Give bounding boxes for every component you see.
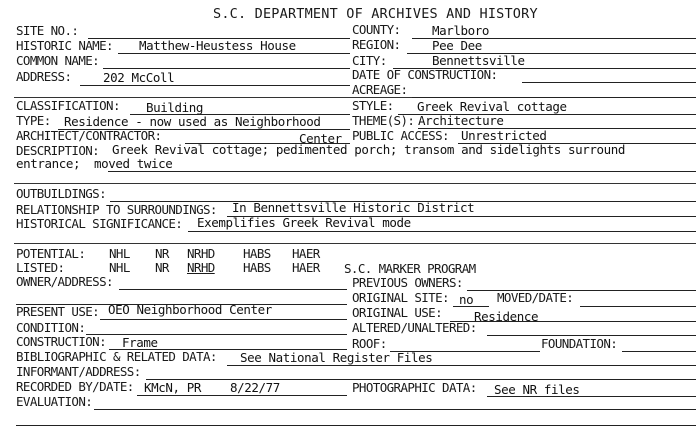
potential-habs: HABS xyxy=(243,246,271,261)
type-value: Residence - now used as Neighborhood xyxy=(64,114,321,129)
recorded-date: 8/22/77 xyxy=(230,380,280,395)
themes-label: THEME(S): xyxy=(352,113,415,128)
public-access-label: PUBLIC ACCESS: xyxy=(352,128,449,143)
classification-label: CLASSIFICATION: xyxy=(16,98,120,113)
roof-label: ROOF: xyxy=(352,336,387,351)
outbuildings-label: OUTBUILDINGS: xyxy=(16,186,107,201)
historic-name-label: HISTORIC NAME: xyxy=(16,38,113,53)
potential-nhl: NHL xyxy=(109,246,130,261)
significance-value: Exemplifies Greek Revival mode xyxy=(197,215,411,230)
address-value: 202 McColl xyxy=(103,70,175,85)
original-site-line xyxy=(453,306,489,307)
city-label: CITY: xyxy=(352,53,387,68)
bibliographic-line xyxy=(227,365,696,366)
common-name-label: COMMON NAME: xyxy=(16,53,100,68)
date-construction-label: DATE OF CONSTRUCTION: xyxy=(352,67,498,82)
county-value: Marlboro xyxy=(432,23,490,38)
moved-date-label: MOVED/DATE: xyxy=(497,290,574,305)
evaluation-line-2 xyxy=(16,425,696,426)
historic-name-line xyxy=(118,53,350,54)
common-name-line xyxy=(103,68,350,69)
architect-label: ARCHITECT/CONTRACTOR: xyxy=(16,128,162,143)
listed-haer: HAER xyxy=(292,260,320,275)
description-label: DESCRIPTION: xyxy=(16,143,100,158)
original-site-value: no xyxy=(459,292,474,307)
photographic-line xyxy=(487,396,696,397)
original-use-line xyxy=(450,321,696,322)
relationship-label: RELATIONSHIP TO SURROUNDINGS: xyxy=(16,202,217,217)
description-value-2: entrance; xyxy=(16,156,81,171)
condition-label: CONDITION: xyxy=(16,320,86,335)
address-label: ADDRESS: xyxy=(16,69,72,84)
potential-nrhd: NRHD xyxy=(187,246,215,261)
bibliographic-value: See National Register Files xyxy=(240,350,433,365)
type-label: TYPE: xyxy=(16,113,51,128)
county-label: COUNTY: xyxy=(352,22,401,37)
present-use-value: OEO Neighborhood Center xyxy=(108,302,272,317)
potential-nr: NR xyxy=(155,246,169,261)
owner-label: OWNER/ADDRESS: xyxy=(16,274,113,289)
style-value: Greek Revival cottage xyxy=(417,99,567,114)
public-access-value: Unrestricted xyxy=(461,128,547,143)
themes-value: Architecture xyxy=(418,113,504,128)
historic-name-value: Matthew-Heustess House xyxy=(139,38,296,53)
evaluation-line xyxy=(94,409,696,410)
altered-label: ALTERED/UNALTERED: xyxy=(352,320,477,335)
recorded-line xyxy=(137,395,347,396)
relationship-value: In Bennettsville Historic District xyxy=(232,200,475,215)
type-value-cont: Center xyxy=(299,131,342,146)
original-use-label: ORIGINAL USE: xyxy=(352,305,443,320)
recorded-by: KMcN, PR xyxy=(144,380,202,395)
region-label: REGION: xyxy=(352,37,401,52)
listed-nr: NR xyxy=(155,260,169,275)
section-rule xyxy=(14,183,696,184)
potential-haer: HAER xyxy=(292,246,320,261)
public-access-line xyxy=(458,143,696,144)
listed-nrhd: NRHD xyxy=(187,260,215,275)
present-use-line xyxy=(100,319,347,320)
section-rule xyxy=(14,243,696,244)
description-value-1: Greek Revival cottage; pedimented porch; transom and sidelights surround xyxy=(112,142,626,157)
address-line xyxy=(80,85,350,86)
listed-label: LISTED: xyxy=(16,260,65,275)
acreage-label: ACREAGE: xyxy=(352,82,408,97)
description-value-3: moved twice xyxy=(94,156,173,171)
potential-label: POTENTIAL: xyxy=(16,246,86,261)
listed-nhl: NHL xyxy=(109,260,130,275)
construction-value: Frame xyxy=(122,335,158,350)
evaluation-label: EVALUATION: xyxy=(16,394,93,409)
informant-label: INFORMANT/ADDRESS: xyxy=(16,364,141,379)
form-title: S.C. DEPARTMENT OF ARCHIVES AND HISTORY xyxy=(213,6,538,22)
owner-line xyxy=(119,289,347,290)
listed-habs: HABS xyxy=(243,260,271,275)
city-value: Bennettsville xyxy=(432,53,525,68)
photographic-value: See NR files xyxy=(494,382,580,397)
acreage-line xyxy=(412,97,696,98)
bibliographic-label: BIBLIOGRAPHIC & RELATED DATA: xyxy=(16,349,217,364)
present-use-label: PRESENT USE: xyxy=(16,304,100,319)
marker-program: S.C. MARKER PROGRAM xyxy=(344,261,476,276)
classification-value: Building xyxy=(146,100,204,115)
previous-owners-label: PREVIOUS OWNERS: xyxy=(352,275,463,290)
foundation-line xyxy=(622,351,696,352)
significance-line xyxy=(188,231,696,232)
construction-label: CONSTRUCTION: xyxy=(16,334,107,349)
moved-date-line xyxy=(580,306,696,307)
significance-label: HISTORICAL SIGNIFICANCE: xyxy=(16,216,183,231)
region-value: Pee Dee xyxy=(432,38,482,53)
original-use-value: Residence xyxy=(474,309,539,324)
original-site-label: ORIGINAL SITE: xyxy=(352,290,449,305)
date-construction-line xyxy=(522,82,696,83)
site-no-label: SITE NO.: xyxy=(16,23,79,38)
description-line xyxy=(108,171,696,172)
foundation-label: FOUNDATION: xyxy=(541,336,618,351)
photographic-label: PHOTOGRAPHIC DATA: xyxy=(352,380,477,395)
recorded-label: RECORDED BY/DATE: xyxy=(16,379,134,394)
style-label: STYLE: xyxy=(352,98,394,113)
themes-line xyxy=(418,128,696,129)
